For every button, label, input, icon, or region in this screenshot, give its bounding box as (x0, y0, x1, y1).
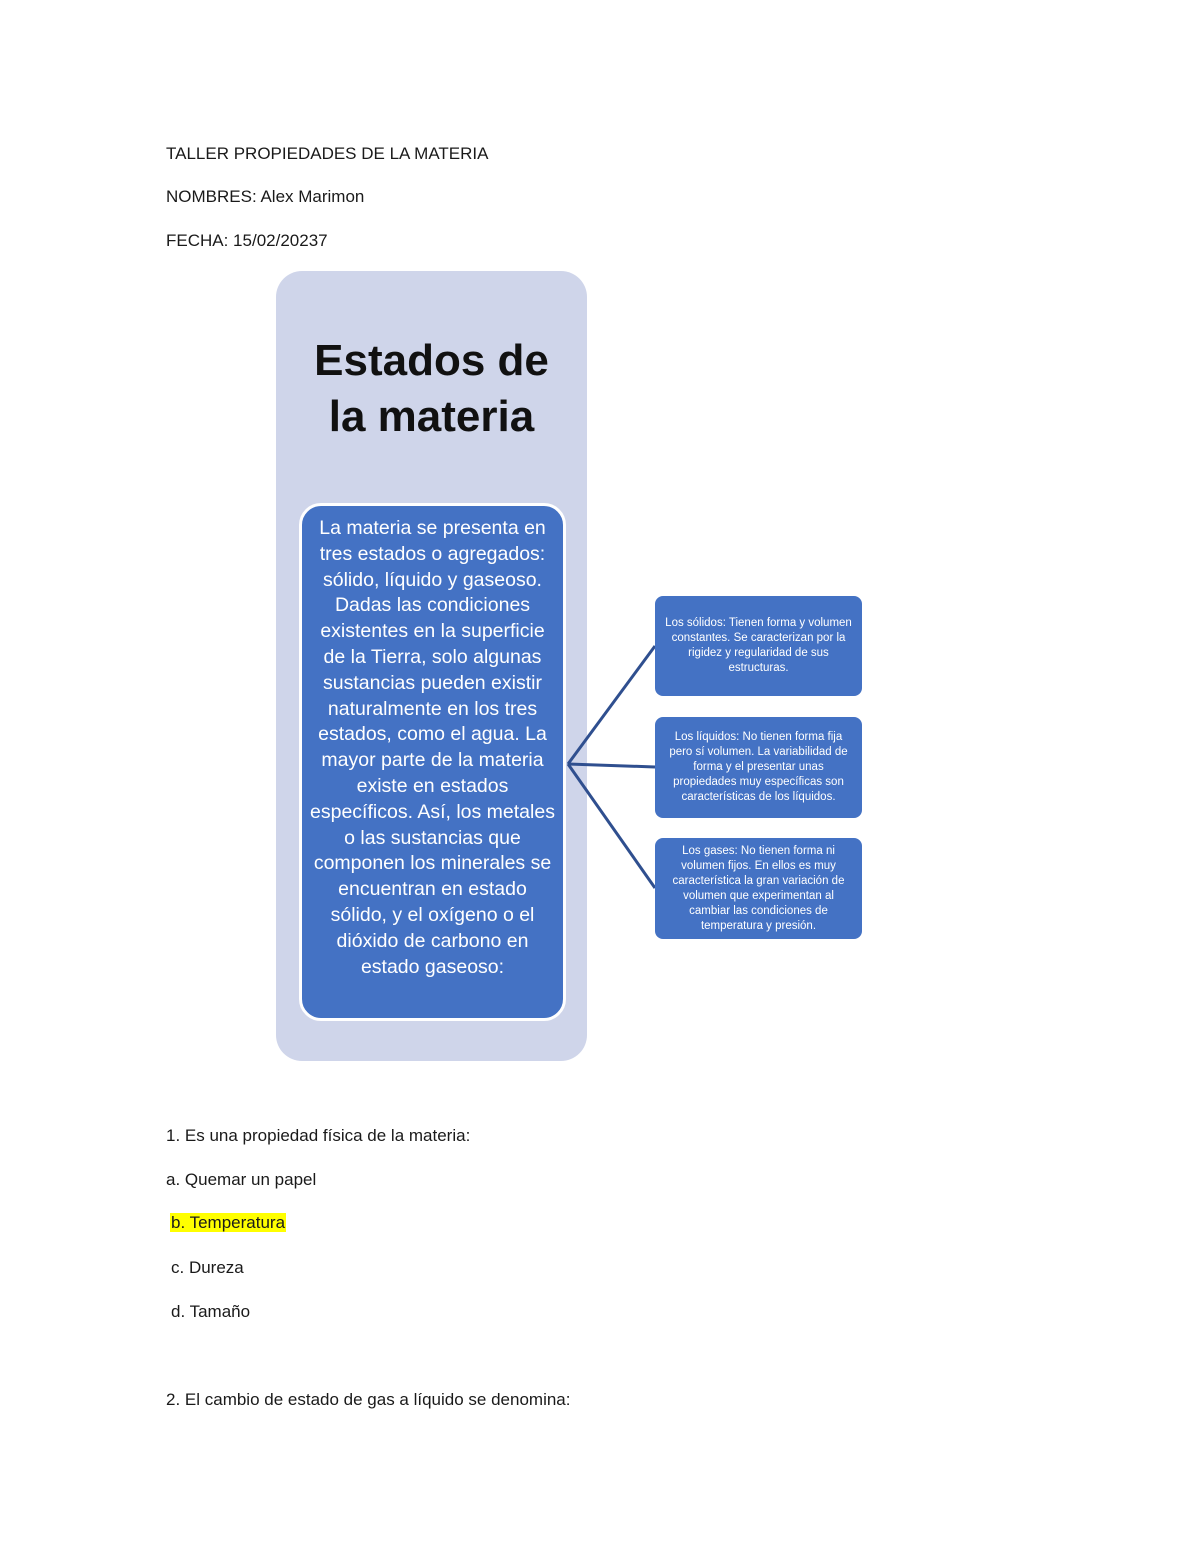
diagram-title-line1: Estados de (314, 336, 549, 385)
diagram-main-box (299, 503, 566, 1021)
diagram-gases-box (655, 838, 862, 939)
gases-text: Los gases: No tienen forma ni volumen fijos. En ellos es muy característica la gran variación de volumen que experimentan al cambiar las condiciones de temperatura y presión. (672, 844, 845, 932)
q1-option-a: a. Quemar un papel (166, 1170, 317, 1189)
q1-option-c: c. Dureza (171, 1258, 244, 1277)
student-names: NOMBRES: Alex Marimon (166, 187, 365, 206)
question-1: 1. Es una propiedad física de la materia: (166, 1126, 471, 1145)
diagram-main-text: La materia se presenta en tres estados o agregados: sólido, líquido y gaseoso. Dadas las condiciones existentes en la superficie de la Tierra, solo algunas sustancias pueden existir naturalmente en los tres estados, como el agua. La mayor parte de la materia existe en estados específicos. Así, los metales o las sustancias que componen los minerales se encuentran en estado sólido, y el oxígeno o el dióxido de carbono en estado gaseoso: (310, 517, 555, 978)
q1-option-b (170, 1212, 286, 1234)
question-2: 2. El cambio de estado de gas a líquido se denomina: (166, 1390, 571, 1409)
document-title: TALLER PROPIEDADES DE LA MATERIA (166, 144, 489, 163)
document-date: FECHA: 15/02/20237 (166, 231, 328, 250)
connector-liquidos (568, 764, 655, 767)
q1-option-b-highlight: b. Temperatura (171, 1213, 286, 1232)
connector-gases (568, 764, 655, 888)
q1-option-d: d. Tamaño (171, 1302, 251, 1321)
liquidos-text: Los líquidos: No tienen forma fija pero sí volumen. La variabilidad de forma y el presentar unas propiedades muy específicas son características de los líquidos. (669, 731, 848, 803)
diagram-liquidos-box (655, 717, 862, 818)
connector-solidos (568, 646, 655, 764)
solidos-text: Los sólidos: Tienen forma y volumen constantes. Se caracterizan por la rigidez y regularidad de sus estructuras. (665, 617, 852, 674)
diagram-title-line2: la materia (328, 392, 535, 441)
diagram-solidos-box (655, 596, 862, 696)
